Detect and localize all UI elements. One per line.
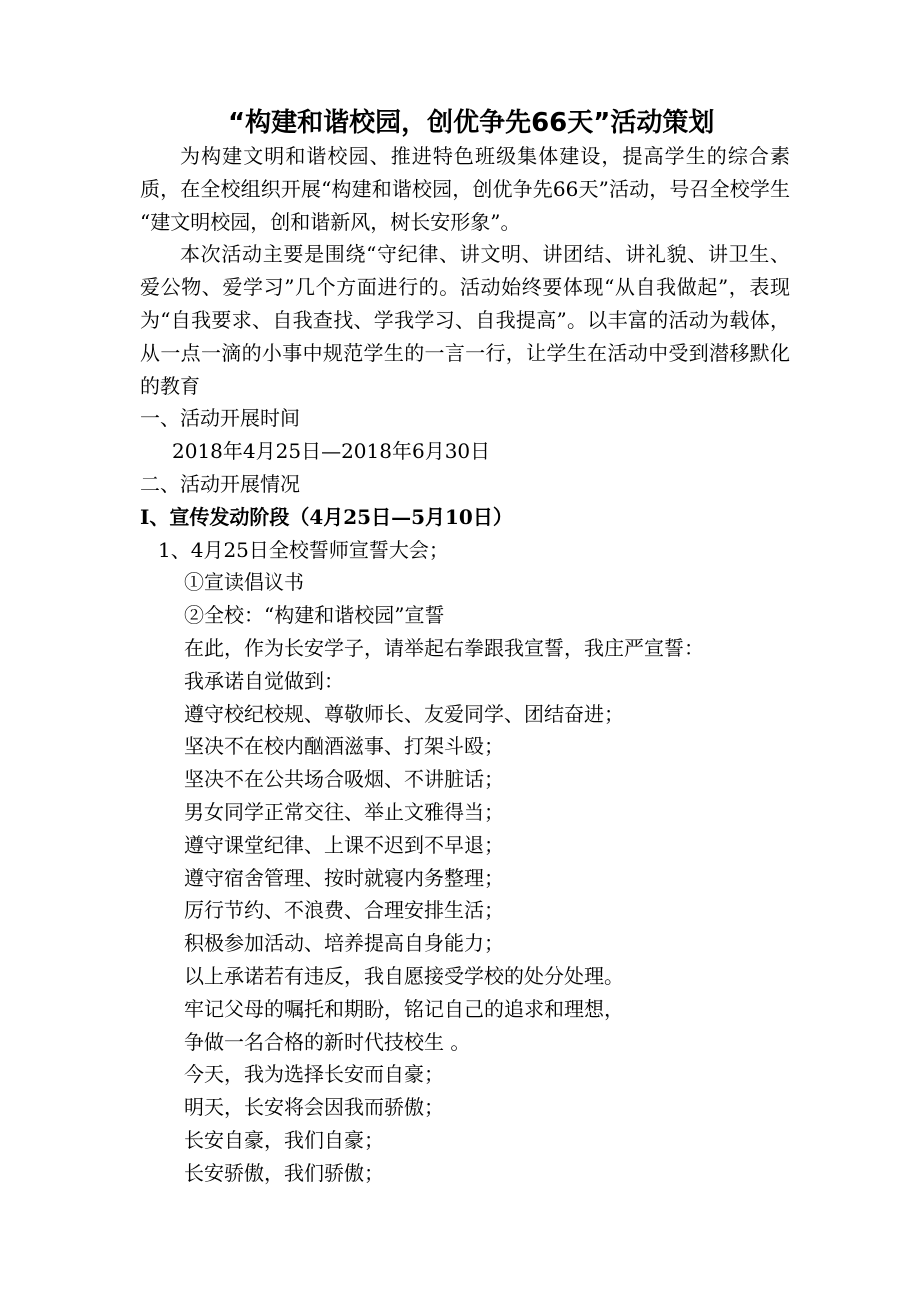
intro-paragraph-1: 为构建文明和谐校园、推进特色班级集体建设，提高学生的综合素质，在全校组织开展“构建和谐校园，创优争先66天”活动，号召全校学生 “建文明校园，创和谐新风，树长安形象”。 — [140, 144, 790, 234]
oath-line: 厉行节约、不浪费、合理安排生活； — [184, 898, 504, 923]
section1-heading: 一、活动开展时间 — [140, 406, 300, 431]
oath-line: 在此，作为长安学子，请举起右拳跟我宣誓，我庄严宣誓： — [184, 635, 704, 660]
oath-line: 遵守校纪校规、尊敬师长、友爱同学、团结奋进； — [184, 701, 624, 726]
sub-item-1: ①宣读倡议书 — [184, 570, 304, 595]
oath-line: 遵守宿舍管理、按时就寝内务整理； — [184, 865, 504, 890]
sub-item-2: ②全校：“构建和谐校园”宣誓 — [184, 603, 445, 628]
document-title: “构建和谐校园，创优争先66天”活动策划 — [228, 108, 715, 138]
activity-date-range: 2018年4月25日—2018年6月30日 — [172, 439, 491, 464]
item1-line: 1、4月25日全校誓师宣誓大会； — [158, 537, 449, 562]
oath-line: 长安骄傲，我们骄傲； — [184, 1160, 384, 1185]
intro-paragraph-2: 本次活动主要是围绕“守纪律、讲文明、讲团结、讲礼貌、讲卫生、爱公物、爱学习”几个方面进行的。活动始终要体现“从自我做起”，表现为“自我要求、自我查找、学我学习、自我提高”。以丰富的活动为载体，从一点一滴的小事中规范学生的一言一行，让学生在活动中受到潜移默化的教育 — [140, 242, 790, 398]
oath-line: 我承诺自觉做到： — [184, 668, 344, 693]
oath-line: 积极参加活动、培养提高自身能力； — [184, 931, 504, 956]
oath-line: 坚决不在校内酗酒滋事、打架斗殴； — [184, 734, 504, 759]
oath-line: 长安自豪，我们自豪； — [184, 1127, 384, 1152]
oath-line: 牢记父母的嘱托和期盼，铭记自己的追求和理想， — [184, 996, 624, 1021]
oath-line: 明天，长安将会因我而骄傲； — [184, 1095, 444, 1120]
phase1-heading: I、宣传发动阶段（4月25日—5月10日） — [140, 504, 513, 529]
oath-line: 男女同学正常交往、举止文雅得当； — [184, 799, 504, 824]
document-body — [140, 140, 790, 1190]
oath-line: 坚决不在公共场合吸烟、不讲脏话； — [184, 767, 504, 792]
oath-line: 争做一名合格的新时代技校生 。 — [184, 1029, 471, 1054]
section2-heading: 二、活动开展情况 — [140, 471, 300, 496]
oath-line: 遵守课堂纪律、上课不迟到不早退； — [184, 832, 504, 857]
oath-line: 以上承诺若有违反，我自愿接受学校的处分处理。 — [184, 963, 624, 988]
oath-line: 今天，我为选择长安而自豪； — [184, 1062, 444, 1087]
